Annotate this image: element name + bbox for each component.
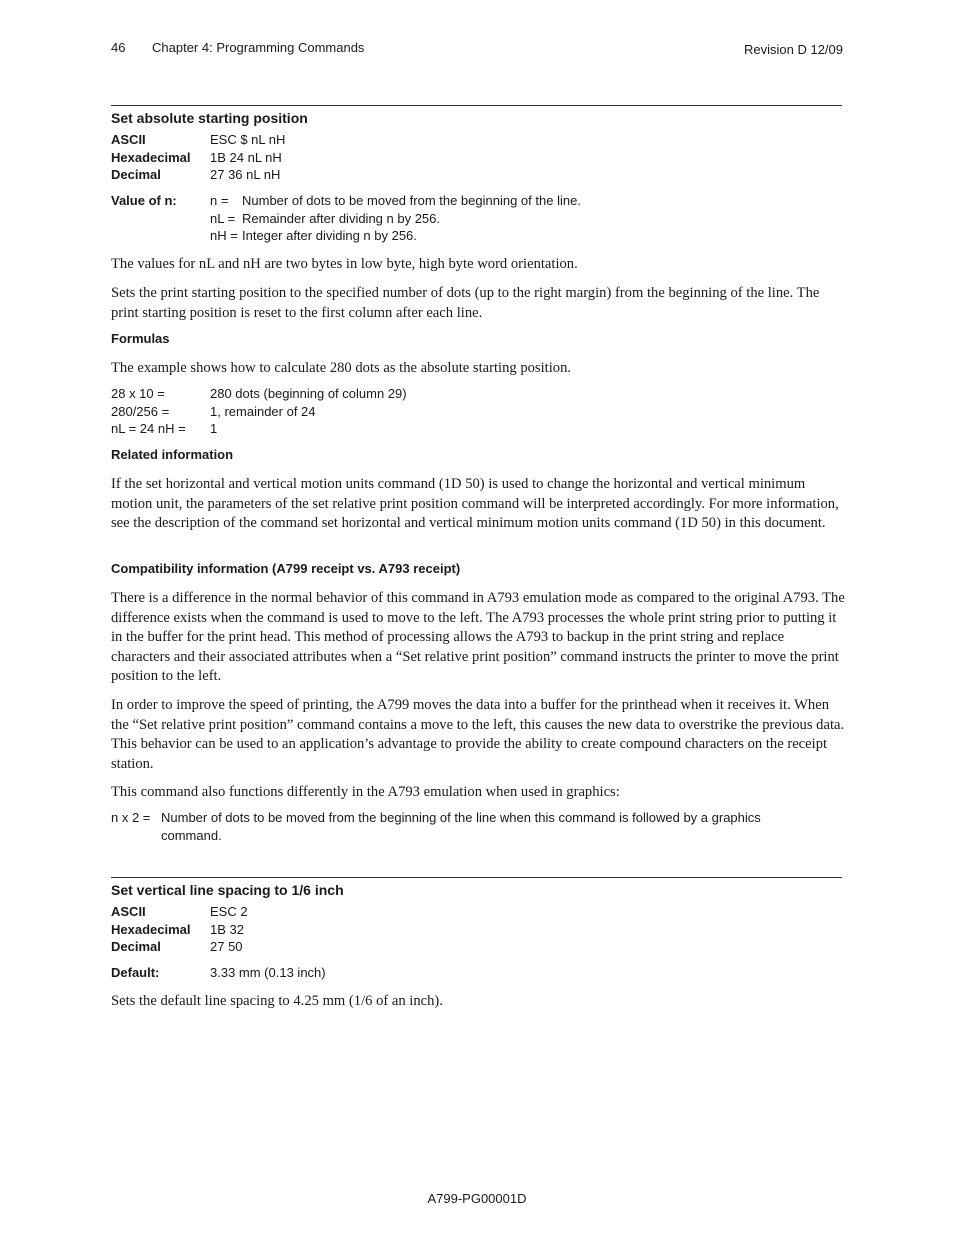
line-spacing-description: Sets the default line spacing to 4.25 mm (1/6 of an inch). (111, 993, 443, 1009)
formula-value: 1, remainder of 24 (210, 403, 316, 419)
code-value: ESC 2 (210, 904, 248, 919)
default-label: Default: (111, 965, 160, 980)
code-value: 27 36 nL nH (210, 167, 281, 182)
default-value-row (111, 964, 326, 982)
code-row-decimal (111, 938, 248, 956)
compatibility-paragraph-3: This command also functions differently in the A793 emulation when used in graphics: (111, 784, 620, 800)
graphics-note-label: n x 2 = (111, 810, 151, 825)
n-definition-text: Remainder after dividing n by 256. (242, 210, 441, 226)
n-definition-text: Number of dots to be moved from the beginning of the line. (242, 193, 581, 208)
section-title-line-spacing: Set vertical line spacing to 1/6 inch (111, 882, 344, 898)
code-key: Hexadecimal (111, 149, 191, 165)
n-definition-text: Integer after dividing n by 256. (242, 228, 417, 243)
value-of-n-label-block (111, 192, 210, 210)
code-value: 1B 32 (210, 921, 244, 937)
formula-row (111, 385, 407, 403)
related-information-heading: Related information (111, 447, 234, 462)
code-key: ASCII (111, 132, 146, 147)
code-row-ascii (111, 131, 285, 149)
command-codes-table (111, 131, 285, 184)
formula-label: nL = 24 nH = (111, 421, 186, 436)
value-of-n-label: Value of n: (111, 193, 177, 208)
n-definition-label: nL = (210, 210, 236, 226)
code-value: 1B 24 nL nH (210, 149, 282, 165)
compatibility-heading: Compatibility information (A799 receipt vs. A793 receipt) (111, 561, 461, 576)
formula-label: 280/256 = (111, 403, 170, 419)
code-key: Decimal (111, 939, 161, 954)
n-definition-label: n = (210, 193, 229, 208)
formulas-intro: The example shows how to calculate 280 dots as the absolute starting position. (111, 360, 572, 376)
n-definition-row (210, 227, 581, 245)
default-value: 3.33 mm (0.13 inch) (210, 965, 326, 980)
code-row-hex (111, 149, 285, 167)
code-row-decimal (111, 166, 285, 184)
code-key: Decimal (111, 167, 161, 182)
formula-value: 280 dots (beginning of column 29) (210, 386, 407, 401)
formulas-list (111, 385, 407, 438)
n-definition-row (210, 210, 581, 228)
formulas-heading: Formulas (111, 331, 170, 346)
formula-label: 28 x 10 = (111, 386, 165, 401)
code-key: Hexadecimal (111, 921, 191, 937)
page-number: 46 (111, 40, 126, 55)
formula-row (111, 420, 407, 438)
document-id: A799-PG00001D (427, 1191, 527, 1206)
section-divider (111, 877, 842, 878)
n-definition-label: nH = (210, 228, 238, 243)
paragraph-starting-position: Sets the print starting position to the specified number of dots (up to the right margin) from the beginning of the line. The print starting position is reset to the first column after each line. (111, 285, 820, 321)
graphics-note-text: Number of dots to be moved from the beginning of the line when this command is followed by a graphics command. (161, 810, 761, 843)
code-key: ASCII (111, 904, 146, 919)
formula-value: 1 (210, 421, 218, 436)
revision-label: Revision D 12/09 (744, 42, 843, 57)
section-title-absolute-position: Set absolute starting position (111, 110, 308, 126)
related-information-text: If the set horizontal and vertical motion units command (1D 50) is used to change the horizontal and vertical minimum motion unit, the parameters of the set relative print position command will be interpreted accordingly. For more information, see the description of the command set horizontal and vertical minimum motion units command (1D 50) in this document. (111, 476, 839, 531)
paragraph-byte-order: The values for nL and nH are two bytes in low byte, high byte word orientation. (111, 256, 578, 272)
code-row-hex (111, 921, 248, 939)
formula-row (111, 403, 407, 421)
section-divider (111, 105, 842, 106)
code-value: ESC $ nL nH (210, 132, 286, 147)
code-row-ascii (111, 903, 248, 921)
compatibility-paragraph-2: In order to improve the speed of printing, the A799 moves the data into a buffer for the printhead when it receives it. When the “Set relative print position” command contains a move to the left, this causes the new data to overstrike the previous data. This behavior can be used to an application’s advantage to provide the ability to create compound characters on the receipt station. (111, 697, 845, 772)
graphics-note (111, 809, 811, 844)
command-codes-table (111, 903, 248, 956)
n-definition-row (210, 192, 581, 210)
n-definitions (210, 192, 581, 245)
compatibility-paragraph-1: There is a difference in the normal behavior of this command in A793 emulation mode as compared to the original A793. The difference exists when the command is used to move to the left. The A793 processes the whole print string prior to putting it in the buffer for the print head. This method of processing allows the A793 to backup in the print string and replace characters and their associated attributes when a “Set relative print position” command instructs the printer to move the print position to the left. (111, 590, 845, 684)
code-value: 27 50 (210, 939, 243, 954)
chapter-title: Chapter 4: Programming Commands (152, 40, 365, 55)
